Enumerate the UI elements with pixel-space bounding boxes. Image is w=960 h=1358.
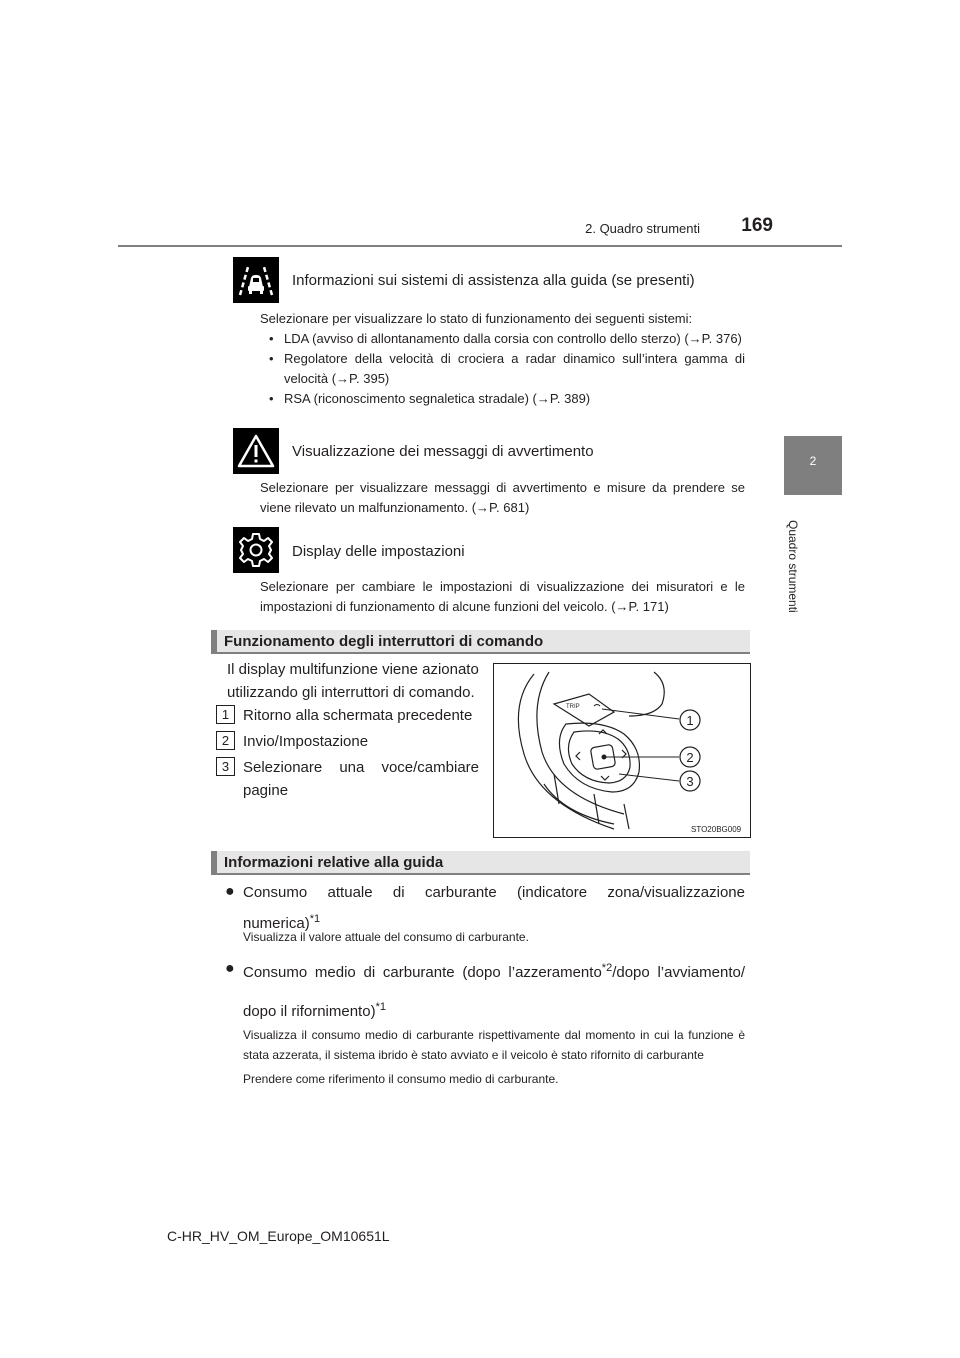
section-heading-driving-info xyxy=(211,851,750,875)
circle-bullet-icon: ● xyxy=(225,960,235,977)
callout-badge-3: 3 xyxy=(216,757,235,776)
footnote-mark: *1 xyxy=(309,913,321,925)
footnote-mark: *2 xyxy=(601,962,613,974)
header-divider xyxy=(118,245,842,247)
settings-text: Selezionare per cambiare le impostazioni di visualizzazione dei misuratori e le impostazioni di funzionamento di alcune funzioni del veicolo. (→P. 171) xyxy=(260,579,745,614)
trip-label: TRIP xyxy=(566,704,580,710)
controls-intro: Il display multifunzione viene azionato utilizzando gli interruttori di comando. xyxy=(227,661,479,701)
chapter-side-label xyxy=(785,520,805,640)
callout-badge-1: 1 xyxy=(216,705,235,724)
circle-bullet-icon: ● xyxy=(225,883,235,900)
gear-icon xyxy=(233,527,279,573)
control-item-back: Ritorno alla schermata precedente xyxy=(243,707,473,724)
chapter-title: Quadro strumenti xyxy=(786,520,800,613)
callout-badge-2: 2 xyxy=(216,731,235,750)
section-heading-controls xyxy=(211,630,750,654)
section-heading-text: Funzionamento degli interruttori di comando xyxy=(224,633,544,650)
fuel-average-note: Prendere come riferimento il consumo medio di carburante. xyxy=(243,1072,559,1086)
fuel-average-text: Visualizza il consumo medio di carburante rispettivamente dal momento in cui la funzione è stata azzerata, il sistema ibrido è stato avviato e il veicolo è stato rifornito di carburante xyxy=(243,1028,745,1062)
driving-assist-list xyxy=(260,329,745,409)
footnote-mark: *1 xyxy=(375,1001,386,1013)
warning-title: Visualizzazione dei messaggi di avvertimento xyxy=(292,443,594,460)
fuel-average-title: Consumo medio di carburante (dopo l’azzeramento$^{*2}$/dopo l’avviamento/ dopo il rifornimento)$^{*1}$ xyxy=(243,962,746,1020)
figure-code: STO20BG009 xyxy=(691,825,742,834)
warning-triangle-icon xyxy=(233,428,279,474)
figure-callout-3: 3 xyxy=(686,774,694,789)
document-code: C-HR_HV_OM_Europe_OM10651L xyxy=(167,1228,390,1244)
fuel-current-text: Visualizza il valore attuale del consumo di carburante. xyxy=(243,930,529,944)
control-item-select: Selezionare una voce/cambiare pagine xyxy=(243,759,479,799)
settings-title: Display delle impostazioni xyxy=(292,543,465,560)
chapter-tab xyxy=(784,436,842,495)
header-section-title: 2. Quadro strumenti xyxy=(585,221,700,236)
warning-text: Selezionare per visualizzare messaggi di avvertimento e misure da prendere se viene rilevato un malfunzionamento. (→P. 681) xyxy=(260,480,745,515)
figure-callout-2: 2 xyxy=(686,750,694,765)
list-item: • RSA (riconoscimento segnaletica stradale) (→P. 389) xyxy=(260,389,745,409)
car-lane-icon xyxy=(233,257,279,303)
steering-switch-figure xyxy=(493,663,751,838)
driving-assist-title: Informazioni sui sistemi di assistenza alla guida (se presenti) xyxy=(292,272,695,289)
fuel-current-title: Consumo attuale di carburante (indicatore zona/visualizzazione numerica)$^{*1}$ xyxy=(243,884,745,932)
chapter-number: 2 xyxy=(809,454,817,468)
driving-assist-intro: Selezionare per visualizzare lo stato di funzionamento dei seguenti sistemi: xyxy=(260,311,693,326)
section-heading-text: Informazioni relative alla guida xyxy=(224,854,444,871)
list-item: • LDA (avviso di allontanamento dalla corsia con controllo dello sterzo) (→P. 376) xyxy=(260,329,745,349)
page-number: 169 xyxy=(741,215,773,236)
control-item-enter: Invio/Impostazione xyxy=(243,733,369,750)
figure-callout-1: 1 xyxy=(686,713,694,728)
list-item: • Regolatore della velocità di crociera a radar dinamico sull’intera gamma di velocità (→P. 395) xyxy=(260,349,745,389)
